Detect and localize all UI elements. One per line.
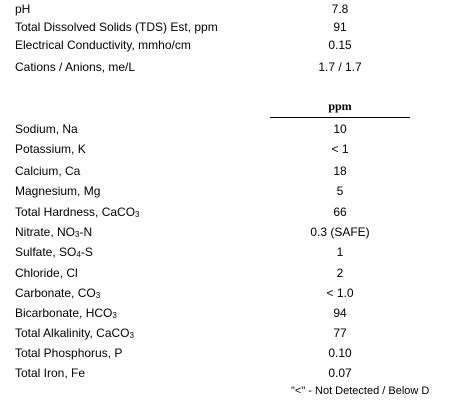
analyte-label-main: Total Alkalinity, CaCO (15, 326, 130, 340)
ph-value: 7.8 (331, 2, 349, 16)
analyte-label-main: Total Hardness, CaCO (15, 205, 136, 219)
analyte-label-tail: -N (79, 225, 93, 239)
analyte-value: 5 (336, 184, 344, 198)
analyte-row (0, 324, 450, 342)
analyte-label-subscript: 3 (129, 331, 134, 340)
analyte-label (15, 203, 140, 224)
analyte-label: Total Phosphorus, P (15, 346, 123, 360)
analyte-label-subscript: 3 (75, 230, 80, 239)
footnote: "<" - Not Detected / Below D (291, 385, 430, 397)
analyte-label-main: Carbonate, CO (15, 286, 96, 300)
analyte-row (0, 140, 450, 158)
analyte-label: Sodium, Na (15, 122, 78, 136)
analyte-label-subscript: 3 (135, 210, 140, 219)
analyte-row (0, 203, 450, 221)
analyte-row (0, 264, 450, 282)
analyte-row (0, 243, 450, 261)
ppm-column-header: ppm (328, 99, 352, 113)
analyte-value: 18 (333, 164, 347, 178)
conductivity-row (0, 36, 450, 54)
analyte-label (15, 284, 100, 305)
analyte-label-subscript: 3 (112, 311, 117, 320)
analyte-value: 0.3 (SAFE) (310, 225, 370, 239)
conductivity-label: Electrical Conductivity, mmho/cm (15, 38, 191, 52)
analyte-label (15, 324, 134, 345)
analyte-value: < 1 (331, 142, 349, 156)
analyte-value: 0.07 (328, 366, 352, 380)
analyte-row (0, 304, 450, 322)
analyte-label (15, 223, 92, 244)
ph-row (0, 0, 450, 18)
analyte-value: < 1.0 (326, 286, 354, 300)
analyte-row (0, 223, 450, 241)
analyte-value: 1 (336, 245, 344, 259)
analyte-label: Total Iron, Fe (15, 366, 86, 380)
analyte-value: 94 (333, 306, 347, 320)
cations-anions-label: Cations / Anions, me/L (15, 60, 136, 74)
analyte-label: Magnesium, Mg (15, 184, 101, 198)
tds-value: 91 (333, 20, 347, 34)
analyte-value: 10 (333, 122, 347, 136)
tds-row (0, 18, 450, 36)
cations-anions-row (0, 58, 450, 76)
analyte-label: Potassium, K (15, 142, 86, 156)
analyte-label: Calcium, Ca (15, 164, 81, 178)
tds-label: Total Dissolved Solids (TDS) Est, ppm (15, 20, 218, 34)
header-rule (270, 117, 410, 118)
analyte-label (15, 243, 93, 264)
analyte-row (0, 284, 450, 302)
analyte-label-subscript: 3 (95, 291, 101, 300)
analyte-row (0, 364, 450, 382)
conductivity-value: 0.15 (328, 38, 352, 52)
analyte-value: 2 (336, 266, 344, 280)
analyte-row (0, 182, 450, 200)
analyte-label-tail: -S (80, 245, 93, 259)
cations-anions-value: 1.7 / 1.7 (318, 60, 362, 74)
analyte-label-subscript: 4 (76, 250, 81, 259)
analyte-row (0, 162, 450, 180)
ph-label: pH (15, 2, 31, 16)
analyte-label-main: Nitrate, NO (15, 225, 76, 239)
analyte-value: 77 (333, 326, 347, 340)
analyte-label (15, 304, 117, 325)
analyte-row (0, 344, 450, 362)
analyte-label-main: Sulfate, SO (15, 245, 77, 259)
analyte-value: 0.10 (328, 346, 352, 360)
analyte-value: 66 (333, 205, 347, 219)
analyte-label-main: Bicarbonate, HCO (15, 306, 113, 320)
analyte-label: Chloride, Cl (15, 266, 78, 280)
analyte-row (0, 120, 450, 138)
